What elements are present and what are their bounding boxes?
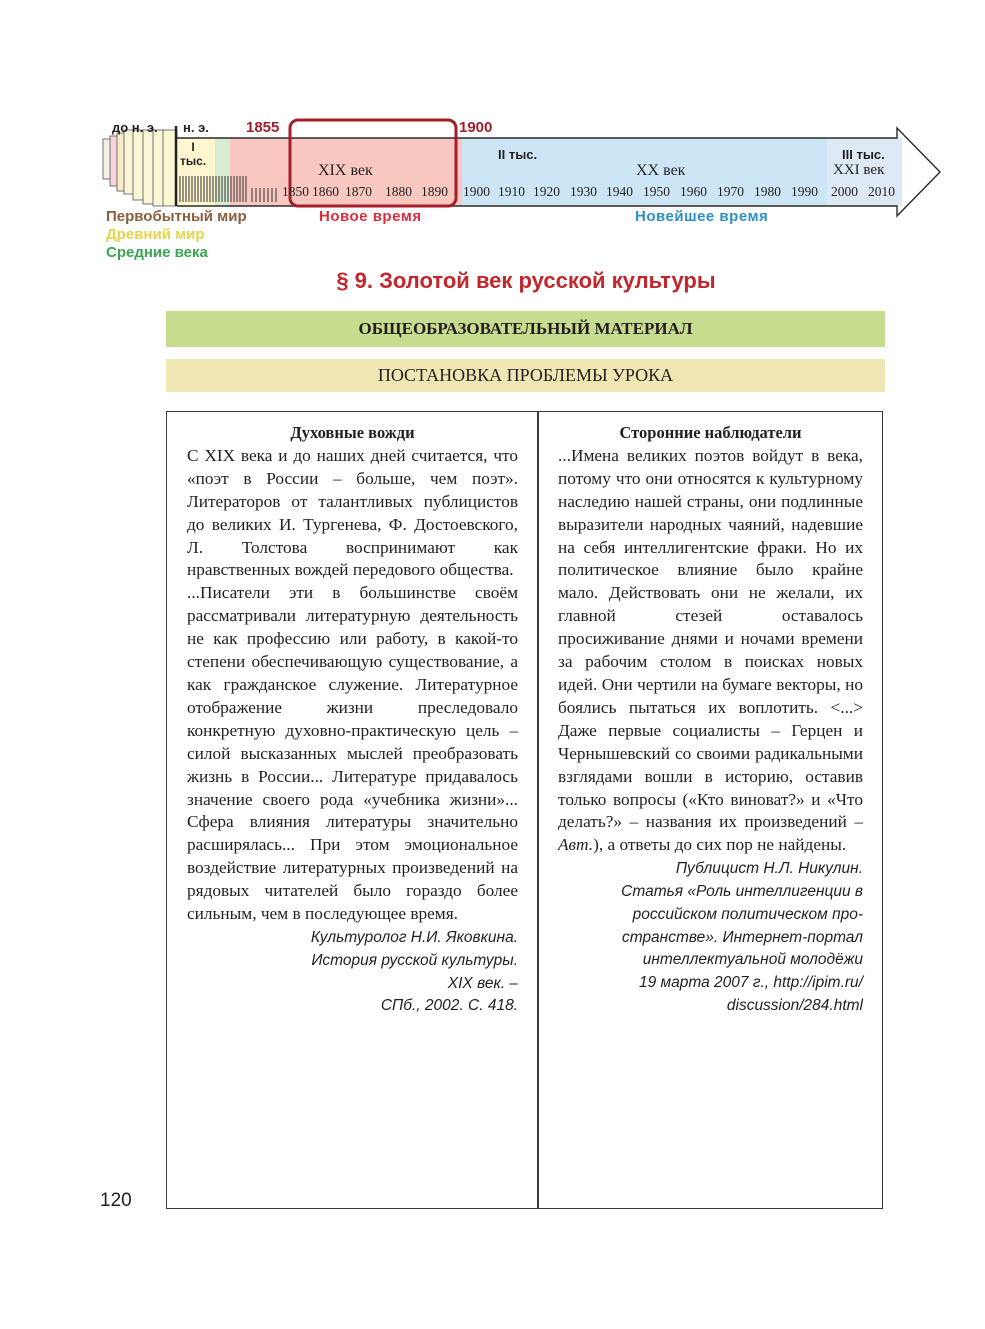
decade-label: 1870 <box>345 184 372 199</box>
left-paragraph-2: ...Писатели эти в большинстве своём рассматривали литературную деятельность не как профессию или работу, в какой-то степени обеспечивающую существование, а как гражданское служение. Литературное отображение жизни преследовало конкретную духовно-практическую цель – силой высказанных мыслей преобразовать жизнь в России... Литературе придавалось значение своего рода «учебника жизни»... Сфера влияния литературы значительно расширялась... При этом эмоциональное воздействие литературных произведений на рядовых читателей было гораздо более сильным, чем в последующее время. <box>187 583 518 924</box>
decade-label: 2010 <box>868 184 895 199</box>
decade-label: 1990 <box>791 184 818 199</box>
decade-label: 1860 <box>312 184 339 199</box>
era-modern: Новое время <box>319 208 422 225</box>
right-text-italic: Авт. <box>558 835 594 855</box>
source-line: Статья «Роль интеллигенции в <box>621 883 863 901</box>
label-millennium-2: II тыс. <box>498 147 538 162</box>
source-line: 19 марта 2007 г., http://ipim.ru/ <box>638 974 863 992</box>
era-ancient: Древний мир <box>106 226 205 243</box>
right-heading: Сторонние наблюдатели <box>619 423 802 442</box>
source-line: Культуролог Н.И. Яковкина. <box>310 928 518 946</box>
decade-label: 1920 <box>533 184 560 199</box>
page-number: 120 <box>100 1190 132 1211</box>
decade-label: 1930 <box>570 184 597 199</box>
decade-label: 1950 <box>643 184 670 199</box>
decade-label: 1850 <box>282 184 309 199</box>
right-text-end: ), а ответы до сих пор не найдены. <box>593 835 847 855</box>
column-divider <box>537 412 539 1208</box>
timeline-graphic <box>100 118 950 263</box>
era-primitive: Первобытный мир <box>106 208 247 225</box>
right-source <box>558 858 863 1018</box>
era-medieval: Средние века <box>106 244 208 261</box>
timeline <box>100 118 950 263</box>
right-text-main: ...Имена великих поэтов войдут в века, потому что они относятся к культурному наследию нашей страны, они подлинные выразители народных чаяний, надевшие на себя интеллигентские фраки. Но их политическое влияние было крайне мало. Действовать они не желали, их главной стезей оставалось просиживание днями и ночами времени за рабочим столом в поисках новых идей. Они чертили на бумаге векторы, но боялись пытаться их воплотить. <...> Даже первые социалисты – Герцен и Чернышевский со своими радикальными взглядами вошли в историю, оставив только вопросы («Кто виноват?» и «Что делать?» – названия их произведений – <box>558 445 863 832</box>
lesson-problem-band: ПОСТАНОВКА ПРОБЛЕМЫ УРОКА <box>166 359 885 392</box>
label-1855: 1855 <box>246 119 280 136</box>
right-column <box>558 422 863 1018</box>
era-contemporary: Новейшее время <box>635 208 769 225</box>
source-line: История русской культуры. <box>311 951 518 969</box>
label-1900: 1900 <box>459 119 493 136</box>
decade-label: 1940 <box>606 184 633 199</box>
decade-label: 1980 <box>754 184 781 199</box>
left-column <box>187 422 518 1018</box>
label-bc: до н. э. <box>112 120 158 135</box>
left-source <box>187 927 518 1018</box>
decade-label: 1900 <box>463 184 490 199</box>
source-line: интеллектуальной молодёжи <box>642 951 863 969</box>
comparison-box <box>166 411 883 1209</box>
source-line: XIX век. – <box>447 974 518 992</box>
decade-label: 1910 <box>498 184 525 199</box>
source-line: Публицист Н.Л. Никулин. <box>675 860 863 878</box>
label-century-19: XIX век <box>318 162 373 179</box>
general-material-band: ОБЩЕОБРАЗОВАТЕЛЬНЫЙ МАТЕРИАЛ <box>166 311 885 347</box>
source-line: СПб., 2002. С. 418. <box>380 997 518 1015</box>
label-century-21: XXI век <box>833 162 885 178</box>
decade-label: 1890 <box>421 184 448 199</box>
label-millennium-1: I тыс. <box>180 140 207 168</box>
decade-label: 1960 <box>680 184 707 199</box>
left-heading: Духовные вожди <box>290 423 415 442</box>
decade-label: 1970 <box>717 184 744 199</box>
section-title: § 9. Золотой век русской культуры <box>336 268 716 293</box>
label-millennium-3: III тыс. <box>842 147 885 162</box>
label-century-20: XX век <box>636 162 686 179</box>
source-line: российском политическом про- <box>632 905 863 923</box>
label-ad: н. э. <box>183 120 209 135</box>
right-paragraph-1 <box>558 445 863 857</box>
source-line: discussion/284.html <box>726 997 863 1014</box>
source-line: странстве». Интернет-портал <box>621 928 863 946</box>
left-paragraph-1: С XIX века и до наших дней считается, что «поэт в России – больше, чем поэт». Литераторов от талантливых публицистов до великих И. Тургенева, Ф. Достоевского, Л. Толстова воспринимают как нравственных вождей передового общества. <box>187 445 518 580</box>
decade-label: 1880 <box>385 184 412 199</box>
decade-label: 2000 <box>831 184 858 199</box>
